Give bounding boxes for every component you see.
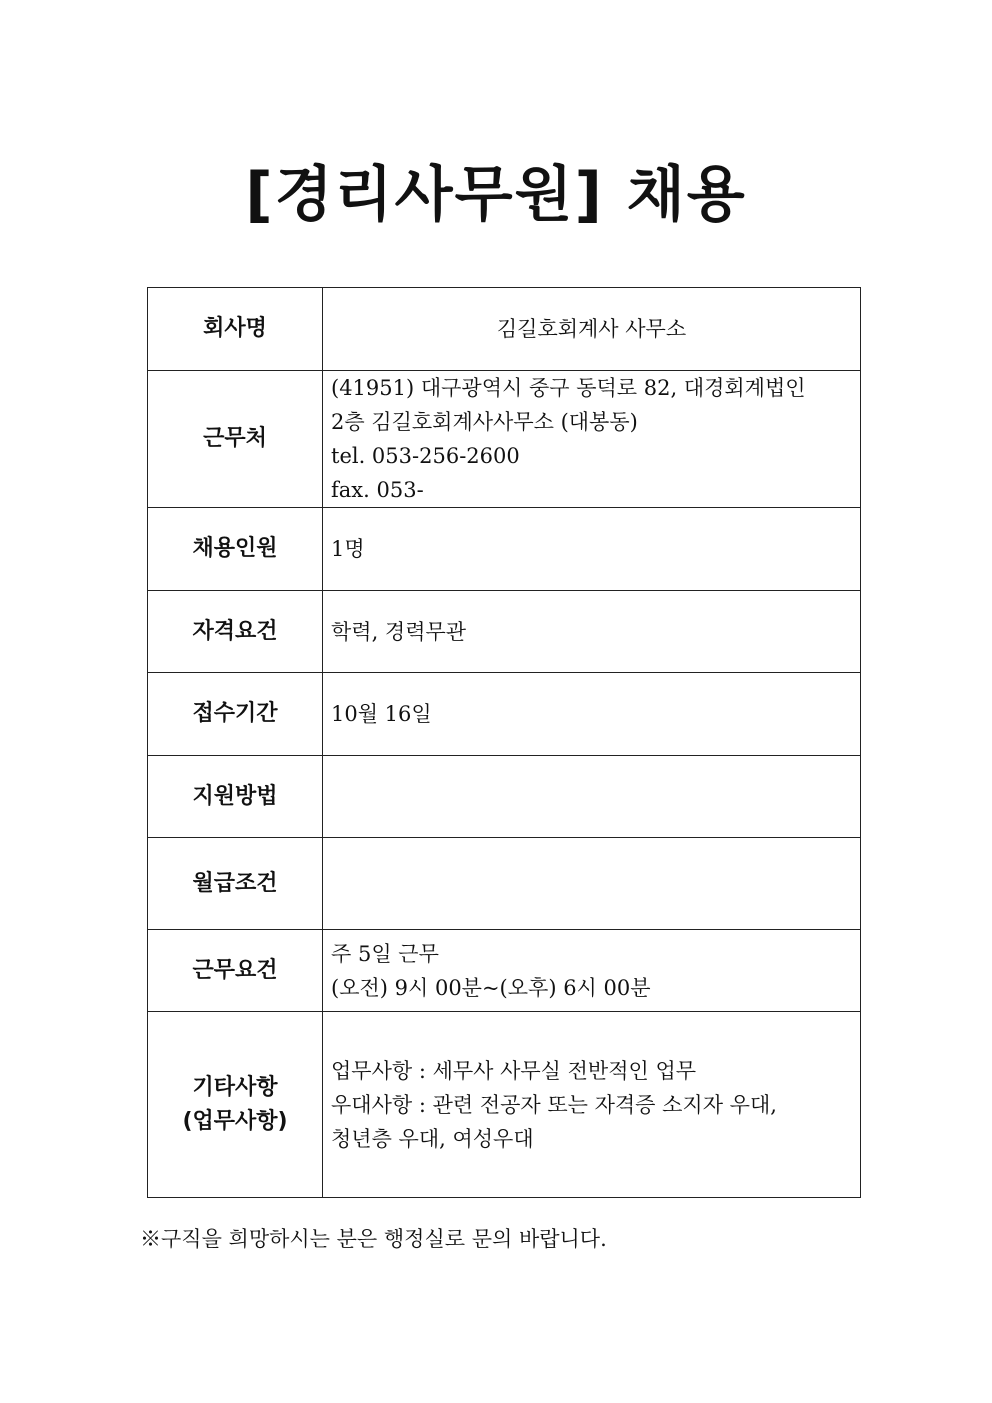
value-working-conditions [323,930,861,1012]
value-headcount [323,508,861,591]
job-info-table [147,287,861,1198]
table-row [148,930,861,1012]
label-company: 회사명 [148,288,323,371]
table-row [148,508,861,591]
table-row [148,756,861,838]
working-hours: (오전) 9시 00분~(오후) 6시 00분 [331,975,651,1000]
workplace-address-line1: (41951) 대구광역시 중구 동덕로 82, 대경회계법인 [331,376,806,400]
value-company [323,288,861,371]
headcount-text: 1명 [331,537,365,561]
label-application-period: 접수기간 [148,673,323,756]
preference-text-cont: 청년층 우대, 여성우대 [331,1126,534,1151]
footnote: ※구직을 희망하시는 분은 행정실로 문의 바랍니다. [140,1227,607,1251]
table-row [148,1012,861,1198]
label-salary: 월급조건 [148,838,323,930]
label-application-method: 지원방법 [148,756,323,838]
label-workplace: 근무처 [148,371,323,508]
workplace-tel: tel. 053-256-2600 [331,444,520,468]
table-row [148,673,861,756]
value-salary [323,838,861,930]
qualifications-text: 학력, 경력무관 [331,619,467,644]
label-other-line2: (업무사항) [182,1108,288,1134]
label-other [148,1012,323,1198]
workplace-address-line2: 2층 김길호회계사사무소 (대봉동) [331,410,638,434]
workplace-fax: fax. 053- [331,478,424,502]
preference-text: 우대사항 : 관련 전공자 또는 자격증 소지자 우대, [331,1092,777,1117]
company-name: 김길호회계사 사무소 [496,317,687,341]
value-workplace [323,371,861,508]
label-qualifications: 자격요건 [148,591,323,673]
value-other [323,1012,861,1198]
label-working-conditions: 근무요건 [148,930,323,1012]
value-application-method [323,756,861,838]
table-row [148,591,861,673]
value-qualifications [323,591,861,673]
page-title: [경리사무원] 채용 [245,160,747,230]
duties-text: 업무사항 : 세무사 사무실 전반적인 업무 [331,1058,697,1083]
application-period-text: 10월 16일 [331,702,432,726]
table-row [148,288,861,371]
working-days: 주 5일 근무 [331,941,439,966]
table-row [148,838,861,930]
label-headcount: 채용인원 [148,508,323,591]
value-application-period [323,673,861,756]
table-row [148,371,861,508]
label-other-line1: 기타사항 [192,1074,278,1100]
